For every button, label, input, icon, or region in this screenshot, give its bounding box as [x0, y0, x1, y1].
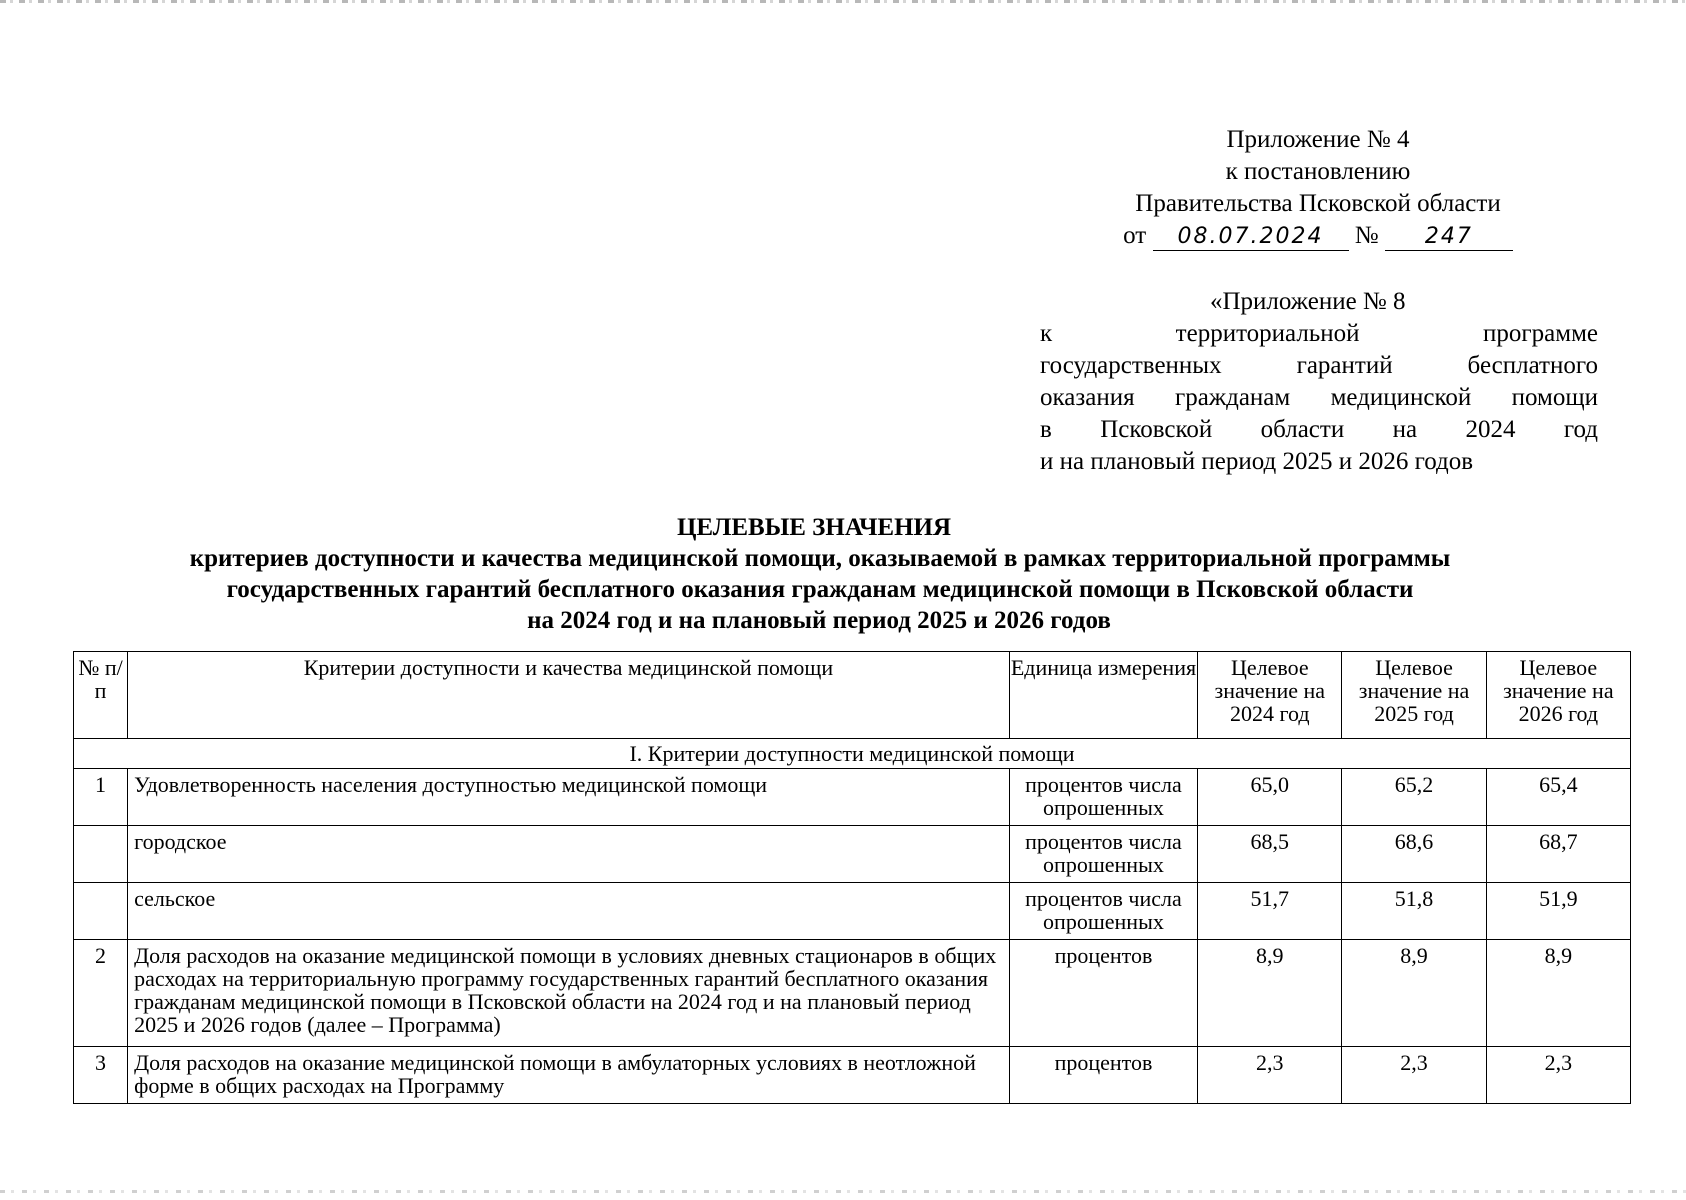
appendix-4-line: к постановлению: [1225, 158, 1411, 185]
number-sign: №: [1354, 222, 1379, 249]
appendix-8-line: в Псковской области на 2024 год: [1040, 416, 1598, 443]
cell-num: 2: [74, 940, 128, 1047]
appendix-8-line: и на плановый период 2025 и 2026 годов: [1040, 448, 1474, 475]
cell-criteria: Доля расходов на оказание медицинской помощи в амбулаторных условиях в неотложной форме в общих расходах на Программу: [128, 1047, 1010, 1104]
decree-date-line: [1098, 220, 1538, 252]
cell-criteria: сельское: [128, 883, 1010, 940]
appendix-8-line: к территориальной программе: [1040, 320, 1598, 347]
cell-value-2026: 51,9: [1486, 883, 1630, 940]
cell-criteria: городское: [128, 826, 1010, 883]
table-row: [74, 883, 1631, 940]
appendix-8-title: «Приложение № 8: [1210, 288, 1406, 315]
table-row: [74, 769, 1631, 826]
cell-value-2024: 8,9: [1198, 940, 1342, 1047]
title-main: ЦЕЛЕВЫЕ ЗНАЧЕНИЯ: [676, 514, 952, 541]
cell-criteria: Доля расходов на оказание медицинской помощи в условиях дневных стационаров в общих расходах на территориальную программу государственных гарантий бесплатного оказания гражданам медицинской помощи в Псковской области на 2024 год и на плановый период 2025 и 2026 годов (далее – Программа): [128, 940, 1010, 1047]
cell-value-2025: 8,9: [1342, 940, 1486, 1047]
cell-num: 3: [74, 1047, 128, 1104]
handwritten-number: 247: [1385, 224, 1513, 251]
cell-value-2024: 68,5: [1198, 826, 1342, 883]
table-row: [74, 940, 1631, 1047]
cell-value-2024: 51,7: [1198, 883, 1342, 940]
appendix-4-line: Правительства Псковской области: [1135, 190, 1501, 217]
header-target-2024: Целевое значение на 2024 год: [1198, 652, 1342, 739]
title-subline: критериев доступности и качества медицинской помощи, оказываемой в рамках территориальной программы: [189, 545, 1451, 572]
handwritten-date: 08.07.2024: [1153, 224, 1349, 251]
document-title: [0, 512, 1686, 636]
cell-value-2025: 51,8: [1342, 883, 1486, 940]
cell-criteria: Удовлетворенность населения доступностью медицинской помощи: [128, 769, 1010, 826]
header-target-2026: Целевое значение на 2026 год: [1486, 652, 1630, 739]
header-unit: Единица измерения: [1009, 652, 1197, 739]
cell-value-2025: 68,6: [1342, 826, 1486, 883]
cell-value-2026: 2,3: [1486, 1047, 1630, 1104]
header-criteria: Критерии доступности и качества медицинской помощи: [128, 652, 1010, 739]
cell-value-2025: 2,3: [1342, 1047, 1486, 1104]
table-row: [74, 1047, 1631, 1104]
cell-num: 1: [74, 769, 128, 826]
title-subline: на 2024 год и на плановый период 2025 и 2026 годов: [527, 607, 1111, 634]
header-num: № п/п: [74, 652, 128, 739]
cell-value-2026: 68,7: [1486, 826, 1630, 883]
appendix-8-line: государственных гарантий бесплатного: [1040, 352, 1598, 379]
title-subline: государственных гарантий бесплатного оказания гражданам медицинской помощи в Псковской области: [226, 576, 1414, 603]
cell-num: [74, 883, 128, 940]
appendix-4-block: [1098, 124, 1538, 252]
cell-unit: процентов: [1009, 940, 1197, 1047]
appendix-8-body: [1040, 318, 1598, 478]
appendix-4-line: Приложение № 4: [1226, 126, 1410, 153]
criteria-table: [73, 651, 1631, 1104]
table-row: [74, 826, 1631, 883]
cell-value-2026: 8,9: [1486, 940, 1630, 1047]
cell-unit: процентов: [1009, 1047, 1197, 1104]
scan-edge-top: [0, 0, 1686, 3]
cell-num: [74, 826, 128, 883]
appendix-8-line: оказания гражданам медицинской помощи: [1040, 384, 1598, 411]
section-heading: I. Критерии доступности медицинской помощи: [74, 739, 1631, 769]
cell-value-2024: 65,0: [1198, 769, 1342, 826]
section-row: [74, 739, 1631, 769]
header-target-2025: Целевое значение на 2025 год: [1342, 652, 1486, 739]
table-header-row: [74, 652, 1631, 739]
cell-unit: процентов числа опрошенных: [1009, 883, 1197, 940]
cell-value-2025: 65,2: [1342, 769, 1486, 826]
cell-unit: процентов числа опрошенных: [1009, 769, 1197, 826]
cell-unit: процентов числа опрошенных: [1009, 826, 1197, 883]
cell-value-2024: 2,3: [1198, 1047, 1342, 1104]
date-prefix: от: [1123, 222, 1147, 249]
scan-edge-bottom: [0, 1190, 1686, 1193]
cell-value-2026: 65,4: [1486, 769, 1630, 826]
